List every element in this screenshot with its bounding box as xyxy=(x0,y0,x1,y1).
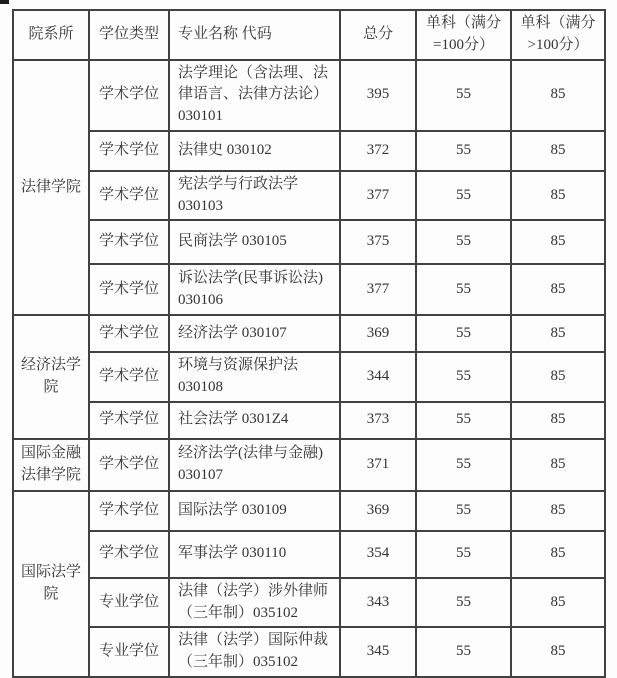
single-subject-gt100-cell: 85 xyxy=(511,315,605,352)
department-cell: 经济法学院 xyxy=(13,315,89,439)
total-score-cell: 354 xyxy=(340,531,416,578)
single-subject-gt100-cell: 85 xyxy=(511,578,605,628)
header-total-score: 总分 xyxy=(340,10,416,60)
single-subject-eq100-cell: 55 xyxy=(416,60,511,131)
degree-type-cell: 学术学位 xyxy=(89,531,169,578)
table-row xyxy=(13,315,605,352)
total-score-cell: 344 xyxy=(340,352,416,402)
total-score-cell: 395 xyxy=(340,60,416,131)
corner-artifact xyxy=(0,0,9,4)
single-subject-eq100-cell: 55 xyxy=(416,220,511,264)
degree-type-cell: 学术学位 xyxy=(89,352,169,402)
degree-type-cell: 学术学位 xyxy=(89,131,169,171)
table-row xyxy=(13,131,605,171)
total-score-cell: 343 xyxy=(340,578,416,628)
header-single-subject-gt100: 单科（满分>100分） xyxy=(511,10,605,60)
total-score-cell: 369 xyxy=(340,315,416,352)
major-cell: 社会法学 0301Z4 xyxy=(169,402,340,439)
single-subject-eq100-cell: 55 xyxy=(416,491,511,531)
single-subject-eq100-cell: 55 xyxy=(416,352,511,402)
major-cell: 环境与资源保护法 030108 xyxy=(169,352,340,402)
header-row xyxy=(13,10,605,60)
department-cell: 法律学院 xyxy=(13,60,89,316)
single-subject-eq100-cell: 55 xyxy=(416,531,511,578)
single-subject-eq100-cell: 55 xyxy=(416,171,511,221)
single-subject-eq100-cell: 55 xyxy=(416,627,511,677)
department-cell: 国际法学院 xyxy=(13,491,89,677)
total-score-cell: 373 xyxy=(340,402,416,439)
major-cell: 经济法学 030107 xyxy=(169,315,340,352)
total-score-cell: 372 xyxy=(340,131,416,171)
major-cell: 法律（法学）国际仲裁（三年制）035102 xyxy=(169,627,340,677)
degree-type-cell: 学术学位 xyxy=(89,171,169,221)
single-subject-gt100-cell: 85 xyxy=(511,402,605,439)
header-single-subject-eq100: 单科（满分=100分） xyxy=(416,10,511,60)
degree-type-cell: 学术学位 xyxy=(89,491,169,531)
table-row xyxy=(13,491,605,531)
total-score-cell: 369 xyxy=(340,491,416,531)
single-subject-gt100-cell: 85 xyxy=(511,60,605,131)
major-cell: 法律史 030102 xyxy=(169,131,340,171)
degree-type-cell: 学术学位 xyxy=(89,402,169,439)
single-subject-gt100-cell: 85 xyxy=(511,491,605,531)
total-score-cell: 377 xyxy=(340,264,416,315)
single-subject-gt100-cell: 85 xyxy=(511,171,605,221)
table-row xyxy=(13,578,605,628)
major-cell: 法律（法学）涉外律师（三年制）035102 xyxy=(169,578,340,628)
degree-type-cell: 学术学位 xyxy=(89,220,169,264)
admission-score-table xyxy=(12,9,606,678)
table-row xyxy=(13,171,605,221)
table-row xyxy=(13,531,605,578)
degree-type-cell: 学术学位 xyxy=(89,315,169,352)
department-cell: 国际金融法律学院 xyxy=(13,439,89,491)
major-cell: 宪法学与行政法学 030103 xyxy=(169,171,340,221)
single-subject-gt100-cell: 85 xyxy=(511,531,605,578)
major-cell: 法学理论（含法理、法律语言、法律方法论）030101 xyxy=(169,60,340,131)
single-subject-eq100-cell: 55 xyxy=(416,439,511,491)
table-row xyxy=(13,627,605,677)
header-degree-type: 学位类型 xyxy=(89,10,169,60)
total-score-cell: 377 xyxy=(340,171,416,221)
table-row xyxy=(13,220,605,264)
single-subject-eq100-cell: 55 xyxy=(416,264,511,315)
degree-type-cell: 专业学位 xyxy=(89,578,169,628)
major-cell: 国际法学 030109 xyxy=(169,491,340,531)
single-subject-gt100-cell: 85 xyxy=(511,264,605,315)
total-score-cell: 345 xyxy=(340,627,416,677)
table-row xyxy=(13,60,605,131)
table-row xyxy=(13,352,605,402)
single-subject-gt100-cell: 85 xyxy=(511,627,605,677)
single-subject-eq100-cell: 55 xyxy=(416,578,511,628)
degree-type-cell: 学术学位 xyxy=(89,264,169,315)
header-major-code: 专业名称 代码 xyxy=(169,10,340,60)
single-subject-eq100-cell: 55 xyxy=(416,402,511,439)
single-subject-gt100-cell: 85 xyxy=(511,439,605,491)
total-score-cell: 375 xyxy=(340,220,416,264)
major-cell: 经济法学(法律与金融) 030107 xyxy=(169,439,340,491)
major-cell: 诉讼法学(民事诉讼法) 030106 xyxy=(169,264,340,315)
total-score-cell: 371 xyxy=(340,439,416,491)
table-row xyxy=(13,439,605,491)
single-subject-eq100-cell: 55 xyxy=(416,315,511,352)
major-cell: 民商法学 030105 xyxy=(169,220,340,264)
single-subject-eq100-cell: 55 xyxy=(416,131,511,171)
degree-type-cell: 专业学位 xyxy=(89,627,169,677)
single-subject-gt100-cell: 85 xyxy=(511,131,605,171)
degree-type-cell: 学术学位 xyxy=(89,60,169,131)
major-cell: 军事法学 030110 xyxy=(169,531,340,578)
degree-type-cell: 学术学位 xyxy=(89,439,169,491)
table-row xyxy=(13,402,605,439)
header-department: 院系所 xyxy=(13,10,89,60)
table-row xyxy=(13,264,605,315)
single-subject-gt100-cell: 85 xyxy=(511,220,605,264)
single-subject-gt100-cell: 85 xyxy=(511,352,605,402)
